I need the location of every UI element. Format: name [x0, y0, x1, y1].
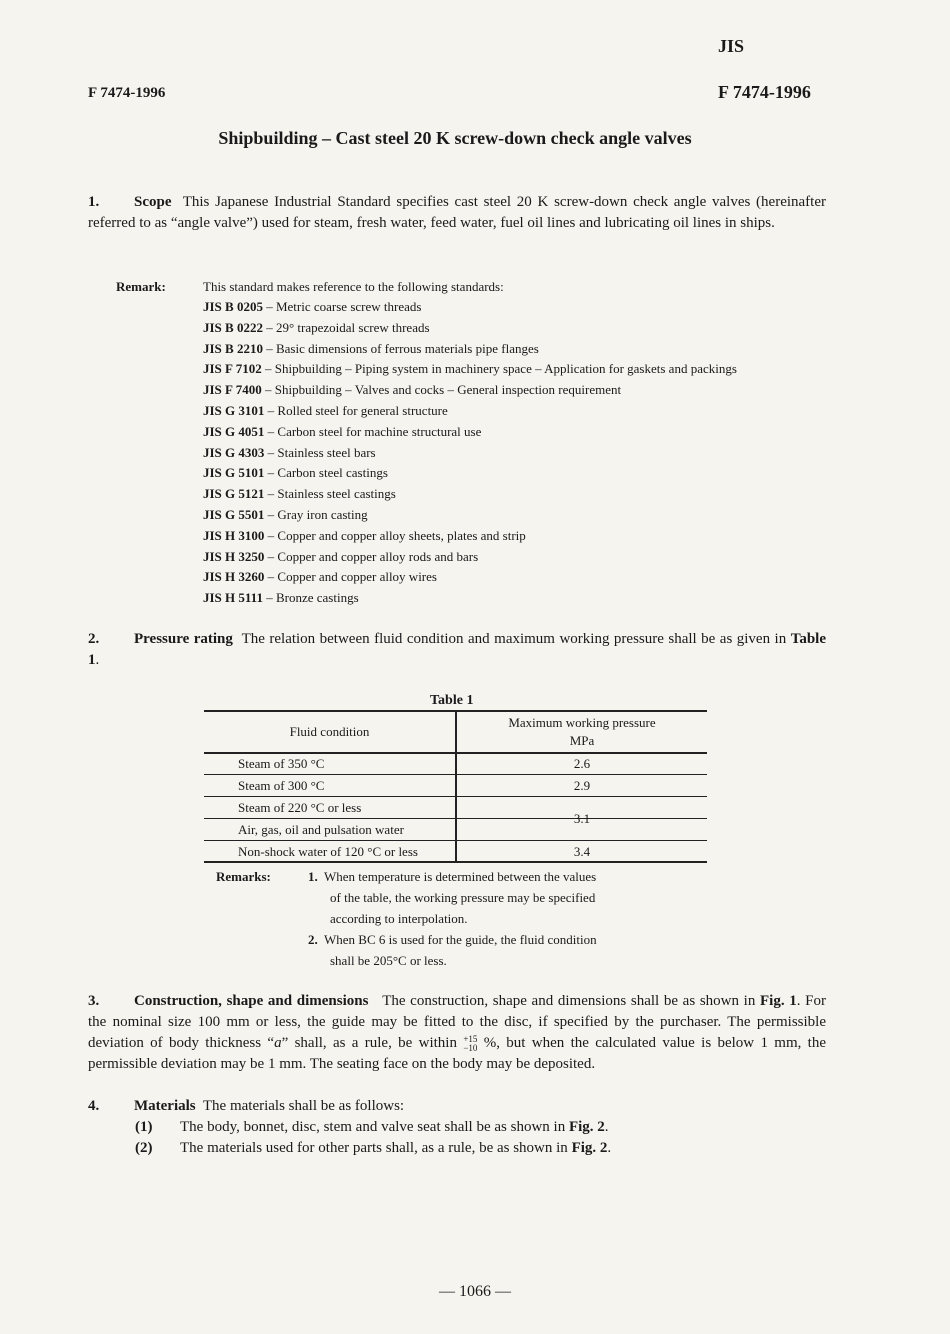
section-pressure-rating: 2. Pressure rating The relation between fluid condition and maximum working pressure shall be as given in Table 1. [88, 631, 826, 668]
section-construction: 3. Construction, shape and dimensions The construction, shape and dimensions shall be as shown in Fig. 1. For the nominal size 100 mm or less, the guide may be fitted to the disc, if specified by the purchaser. The permissible deviation of body thickness “a” shall, as a rule, be within +15 −10 %, but when the calculated value is below 1 mm, the permissible deviation may be 1 mm. The seating face on the body may be deposited. [88, 993, 827, 1072]
standard-code-right: F 7474-1996 [718, 82, 811, 102]
table-row-pressure: 3.4 [573, 844, 591, 859]
page-number: — 1066 — [439, 1283, 511, 1300]
standard-reference: JIS G 4303 – Stainless steel bars [203, 444, 376, 460]
table-row-pressure: 2.9 [573, 778, 591, 793]
pressure-table [204, 710, 707, 863]
table-row-condition: Air, gas, oil and pulsation water [238, 822, 404, 837]
section-scope [88, 192, 826, 234]
standard-reference: JIS B 0205 – Metric coarse screw threads [203, 299, 422, 314]
table-row-condition: Steam of 350 °C [238, 756, 325, 771]
section-number: 4. [88, 1098, 100, 1114]
table-remark-1: 1. When temperature is determined between the values of the table, the working pressure may be specified according to interpolation. [308, 869, 597, 926]
section-heading: Construction, shape and dimensions [134, 993, 369, 1009]
standard-reference: JIS G 5121 – Stainless steel castings [203, 486, 396, 502]
table-caption: Table 1 [430, 693, 474, 708]
table-row-condition: Non-shock water of 120 °C or less [238, 844, 418, 859]
section-number: 1. [88, 194, 100, 210]
table-row-pressure: 2.6 [573, 756, 591, 771]
standard-reference: JIS H 3250 – Copper and copper alloy rods and bars [203, 548, 479, 564]
document-title: Shipbuilding – Cast steel 20 K screw-down check angle valves [218, 128, 692, 148]
standard-reference: JIS H 3260 – Copper and copper alloy wires [203, 569, 437, 585]
column-header-pressure: Maximum working pressure [508, 715, 656, 730]
standard-reference: JIS H 3100 – Copper and copper alloy sheets, plates and strip [203, 527, 526, 543]
tolerance: +15 −10 [463, 1033, 478, 1053]
standard-reference: JIS B 0222 – 29° trapezoidal screw threads [203, 319, 430, 335]
section-number: 2. [88, 631, 100, 647]
standard-reference: JIS G 3101 – Rolled steel for general structure [203, 403, 448, 418]
section-heading: Scope [134, 194, 172, 210]
section-heading: Pressure rating [134, 631, 233, 647]
table-row-pressure: 3.1 [573, 811, 591, 826]
standard-reference: JIS G 4051 – Carbon steel for machine structural use [203, 423, 482, 439]
section-heading: Materials [134, 1098, 196, 1114]
section-number: 3. [88, 993, 100, 1009]
table-row-condition: Steam of 300 °C [238, 778, 325, 793]
table-reference: Table 1 [88, 631, 826, 668]
column-header-fluid: Fluid condition [289, 724, 370, 739]
remark-intro: This standard makes reference to the following standards: [203, 279, 504, 294]
materials-item-1: (1) The body, bonnet, disc, stem and valve seat shall be as shown in Fig. 2. [135, 1119, 609, 1135]
remark-label: Remark: [116, 279, 166, 294]
section-text: This Japanese Industrial Standard specifies cast steel 20 K screw-down check angle valves (hereinafter referred to as “angle valve”) used for steam, fresh water, feed water, fuel oil lines and lubricating oil lines in ships. [88, 194, 827, 231]
section-text: The relation between fluid condition and maximum working pressure shall be as given in [241, 631, 787, 647]
standard-reference: JIS H 5111 – Bronze castings [203, 590, 359, 606]
figure-reference: Fig. 2 [571, 1140, 608, 1156]
section-materials: 4. Materials The materials shall be as follows: [88, 1096, 826, 1117]
standard-reference: JIS F 7102 – Shipbuilding – Piping system in machinery space – Application for gaskets and packings [203, 361, 737, 377]
column-header-unit: MPa [569, 733, 595, 748]
figure-reference: Fig. 2 [568, 1119, 605, 1135]
table-row-condition: Steam of 220 °C or less [238, 800, 362, 815]
standard-reference: JIS F 7400 – Shipbuilding – Valves and cocks – General inspection requirement [203, 382, 622, 398]
table-remarks-label: Remarks: [216, 869, 271, 884]
standard-reference: JIS B 2210 – Basic dimensions of ferrous materials pipe flanges [203, 340, 539, 356]
standard-reference: JIS G 5101 – Carbon steel castings [203, 465, 388, 481]
standard-code-left: F 7474-1996 [88, 85, 166, 101]
table-remark-2: 2. When BC 6 is used for the guide, the fluid condition shall be 205°C or less. [308, 932, 597, 968]
standard-reference: JIS G 5501 – Gray iron casting [203, 507, 368, 522]
figure-reference: Fig. 1 [760, 993, 797, 1009]
materials-item-2: (2) The materials used for other parts shall, as a rule, be as shown in Fig. 2. [135, 1140, 612, 1156]
jis-mark: JIS [718, 36, 745, 56]
